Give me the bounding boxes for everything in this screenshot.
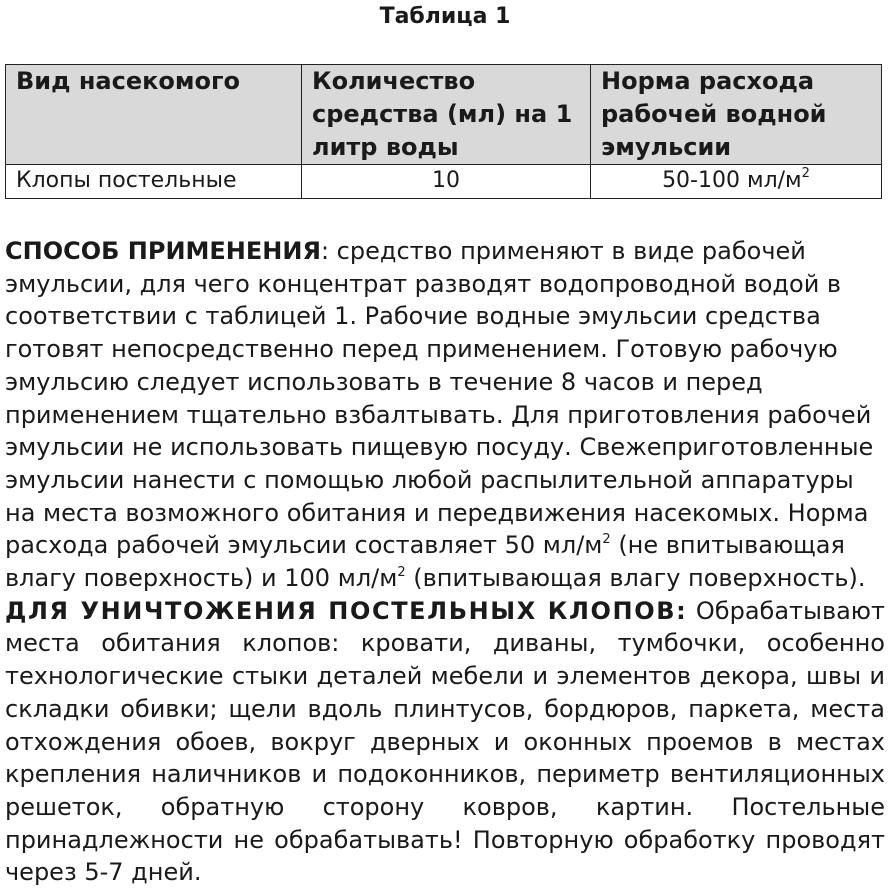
cell-insect: Клопы постельные bbox=[6, 165, 302, 199]
table-title: Таблица 1 bbox=[379, 4, 511, 29]
table-header-row bbox=[6, 65, 882, 165]
application-method-text-a: : средство применяют в виде рабочей эмульсии, для чего концентрат разводят водопроводной водой в соответствии с таблицей 1. Рабочие водные эмульсии средства готовят непосредственно перед применением. Готовую рабочую эмульсию следует использовать в течение 8 часов и перед применением тщательно взбалтывать. Для приготовления рабочей эмульсии не использовать пищевую посуду. Свежеприготовленные эмульсии нанести с помощью любой распылительной аппаратуры на места возможного обитания и передвижения насекомых. Норма расхода рабочей эмульсии составляет 50 мл/м bbox=[5, 237, 874, 560]
bedbug-treatment-paragraph bbox=[5, 595, 885, 889]
unit-sup-1: 2 bbox=[602, 532, 611, 548]
instructions-body bbox=[5, 235, 885, 889]
cell-norm-value: 50-100 мл/м bbox=[662, 168, 802, 193]
header-amount-per-liter: Количество средства (мл) на 1 литр воды bbox=[302, 65, 591, 165]
table-row bbox=[6, 165, 882, 199]
cell-norm-sup: 2 bbox=[801, 166, 810, 181]
application-method-heading: СПОСОБ ПРИМЕНЕНИЯ bbox=[5, 237, 321, 265]
cell-amount: 10 bbox=[302, 165, 591, 199]
application-method-text-b: (не впитывающая влагу поверхность) и 100 мл/м bbox=[5, 531, 845, 593]
bedbug-treatment-text: Обрабатывают места обитания клопов: кровати, диваны, тумбочки, особенно технологические стыки деталей мебели и элементов декора, швы и складки обивки; щели вдоль плинтусов, бордюров, паркета, места отхождения обоев, вокруг дверных и оконных проемов в местах крепления наличников и подоконников, периметр вентиляционных решеток, обратную сторону ковров, картин. Постельные принадлежности не обрабатывать! Повторную обработку проводят через 5-7 дней. bbox=[5, 596, 885, 887]
header-insect-type: Вид насекомого bbox=[6, 65, 302, 165]
application-method-text-c: (впитывающая влагу поверхность). bbox=[405, 564, 866, 593]
dosage-table bbox=[5, 64, 882, 199]
application-method-paragraph bbox=[5, 235, 885, 595]
bedbug-treatment-heading: ДЛЯ УНИЧТОЖЕНИЯ ПОСТЕЛЬНЫХ КЛОПОВ: bbox=[5, 596, 688, 625]
header-consumption-rate: Норма расхода рабочей водной эмульсии bbox=[591, 65, 882, 165]
unit-sup-2: 2 bbox=[397, 565, 406, 581]
cell-norm bbox=[591, 165, 882, 199]
